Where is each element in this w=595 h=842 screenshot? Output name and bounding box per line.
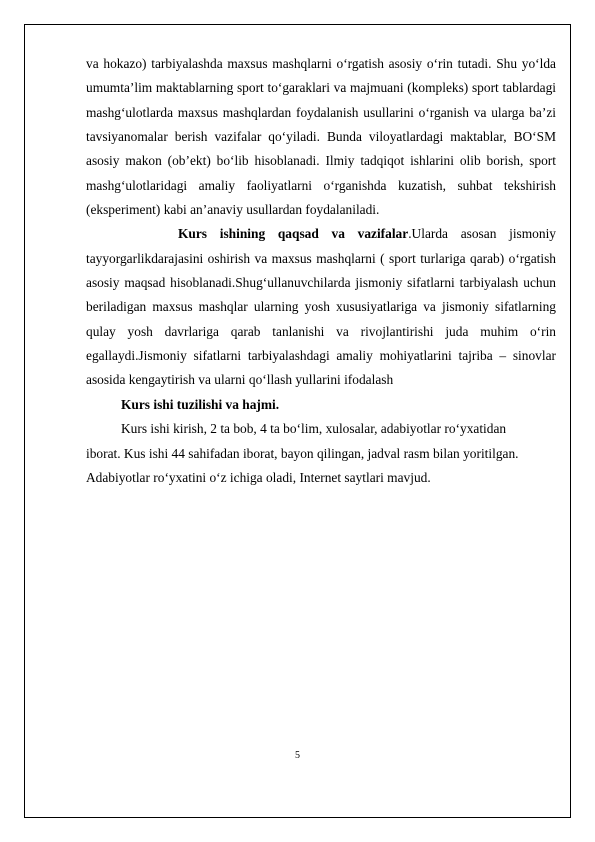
structure-line-2: iborat. Kus ishi 44 sahifadan iborat, bayon qilingan, jadval rasm bilan yoritilgan. bbox=[86, 445, 519, 461]
structure-line-3: Adabiyotlar ro‘yxatini o‘z ichiga oladi, Internet saytlari mavjud. bbox=[86, 469, 431, 485]
paragraph-goals bbox=[86, 222, 556, 392]
structure-heading: Kurs ishi tuzilishi va hajmi. bbox=[121, 396, 280, 412]
goals-text: .Ularda asosan jismoniy tayyorgarlikdarajasini oshirish va maxsus mashqlarni ( sport turlariga qarab) o‘rgatish asosiy maqsad hisoblanadi.Shug‘ullanuvchilarda jismoniy sifatlarni tarbiyalash uchun beriladigan maxsus mashqlar ularning yosh xususiyatlariga va jismoniy sifatlarning qulay yosh davrlariga qarab tanlanishi va rivojlantirishi juda muhim o‘rin egallaydi.Jismoniy sifatlarni tarbiyalashdagi amaliy mohiyatlarini tajriba – sinovlar asosida kengaytirish va ularni qo‘llash yullarini ifodalash bbox=[86, 226, 556, 388]
structure-line-1: Kurs ishi kirish, 2 ta bob, 4 ta bo‘lim, xulosalar, adabiyotlar ro‘yxatidan bbox=[121, 421, 507, 437]
page-number: 5 bbox=[295, 750, 300, 761]
document-body bbox=[86, 52, 556, 490]
paragraph-methods: va hokazo) tarbiyalashda maxsus mashqlarni o‘rgatish asosiy o‘rin tutadi. Shu yo‘lda umumta’lim maktablarning sport to‘garaklari va majmuani (kompleks) sport tablardagi mashg‘ulotlarda maxsus mashqlardan foydalanish usullarini o‘rganish va ularga ba’zi tavsiyanomalar berish vazifalar qo‘yiladi. Bunda viloyatlardagi maktablar, BO‘SM asosiy makon (ob’ekt) bo‘lib hisoblanadi. Ilmiy tadqiqot ishlarini olib borish, sport mashg‘ulotlaridagi amaliy faoliyatlarni o‘rganishda kuzatish, suhbat tekshirish (eksperiment) kabi an’anaviy usullardan foydalaniladi. bbox=[86, 56, 556, 218]
goals-heading: Kurs ishining qaqsad va vazifalar bbox=[178, 226, 409, 242]
